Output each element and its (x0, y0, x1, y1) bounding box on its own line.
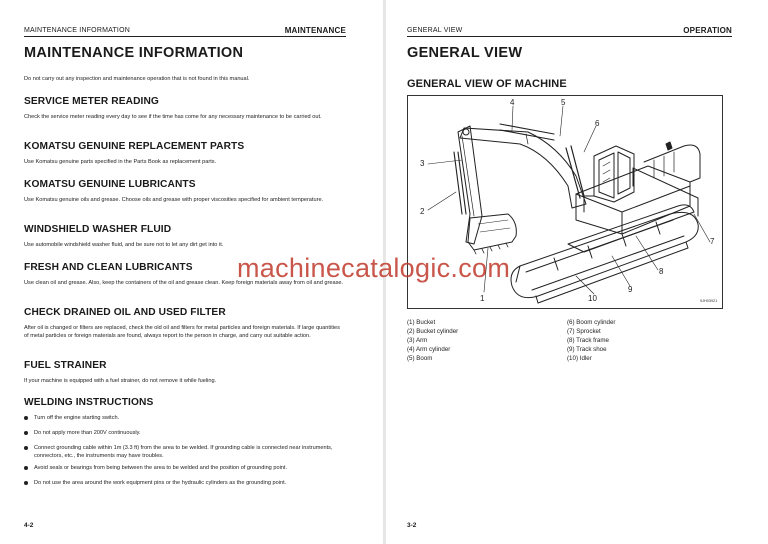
legend-right-column (567, 318, 616, 363)
intro-text: Do not carry out any inspection and maintenance operation that is not found in this manual. (24, 76, 250, 82)
legend-item: (7) Sprocket (567, 328, 601, 335)
welding-bullet-3: Connect grounding cable within 1m (3.3 ft) from the area to be welded. If grounding cable is connected near instruments, connectors, etc., the instruments may have troubles. (24, 444, 334, 461)
legend-item: (6) Boom cylinder (567, 319, 616, 326)
bucket-cylinder (454, 152, 466, 214)
track-assembly (511, 168, 698, 303)
heading-fresh-lubricants: FRESH AND CLEAN LUBRICANTS (24, 262, 193, 273)
heading-genuine-lubricants: KOMATSU GENUINE LUBRICANTS (24, 179, 196, 190)
callout-number: 8 (659, 267, 664, 276)
text-fresh-lubricants: Use clean oil and grease. Also, keep the containers of the oil and grease clean. Keep foreign materials away from oil and grease. (24, 280, 344, 286)
legend-item: (9) Track shoe (567, 346, 607, 353)
welding-bullet-1: Turn off the engine starting switch. (24, 414, 334, 422)
heading-washer-fluid: WINDSHIELD WASHER FLUID (24, 224, 172, 235)
heading-welding: WELDING INSTRUCTIONS (24, 397, 154, 408)
callout-number: 2 (420, 207, 425, 216)
heading-genuine-parts: KOMATSU GENUINE REPLACEMENT PARTS (24, 141, 245, 152)
callout-number: 1 (480, 294, 485, 303)
heading-service-meter: SERVICE METER READING (24, 96, 159, 107)
legend-item: (5) Boom (407, 355, 433, 362)
text-washer-fluid: Use automobile windshield washer fluid, and be sure not to let any dirt get into it. (24, 242, 224, 248)
callout-number: 3 (420, 159, 425, 168)
callout-number: 4 (510, 98, 515, 107)
text-genuine-parts: Use Komatsu genuine parts specified in the Parts Book as replacement parts. (24, 159, 217, 165)
callout-number: 5 (561, 98, 566, 107)
callout-number: 7 (710, 237, 715, 246)
figure-subtitle: GENERAL VIEW OF MACHINE (407, 78, 567, 90)
welding-bullet-5: Do not use the area around the work equipment pins or the hydraulic cylinders as the grounding point. (24, 479, 334, 487)
bucket (468, 214, 516, 254)
legend-item: (8) Track frame (567, 337, 609, 344)
legend-left-column (407, 318, 458, 363)
left-header-section: MAINTENANCE INFORMATION (24, 27, 130, 34)
text-fuel-strainer: If your machine is equipped with a fuel strainer, do not remove it while fueling. (24, 378, 217, 384)
operator-cab (584, 146, 634, 212)
legend-item: (2) Bucket cylinder (407, 328, 459, 335)
figure-code: 9JH03921 (700, 299, 718, 303)
right-page-number: 3-2 (407, 522, 417, 529)
legend-item: (4) Arm cylinder (407, 346, 451, 353)
callout-number: 6 (595, 119, 600, 128)
right-header-rule (407, 36, 732, 37)
text-service-meter: Check the service meter reading every day to see if the time has come for any necessary maintenance to be carried out. (24, 114, 322, 120)
legend-item: (10) Idler (567, 355, 592, 362)
callout-number: 10 (588, 294, 597, 303)
welding-bullet-4: Avoid seals or bearings from being between the area to be welded and the position of grounding point. (24, 464, 334, 472)
left-page-title: MAINTENANCE INFORMATION (24, 45, 244, 61)
right-page-title: GENERAL VIEW (407, 45, 523, 61)
legend-item: (3) Arm (407, 337, 428, 344)
legend-item: (1) Bucket (407, 319, 436, 326)
arm (458, 126, 482, 244)
welding-bullet-2: Do not apply more than 200V continuously. (24, 429, 334, 437)
text-drained-oil: After oil is changed or filters are replaced, check the old oil and filters for metal particles and foreign materials. If large quantities of metal particles or foreign materials are found, always report to the person in charge, and carry out suitable action. (24, 325, 340, 340)
heading-fuel-strainer: FUEL STRAINER (24, 360, 107, 371)
right-header-section: GENERAL VIEW (407, 27, 463, 34)
watermark: machinecatalogic.com (237, 253, 511, 283)
left-header-chapter: MAINTENANCE (284, 26, 346, 35)
heading-drained-oil: CHECK DRAINED OIL AND USED FILTER (24, 307, 226, 318)
left-page-number: 4-2 (24, 522, 34, 529)
right-header-chapter: OPERATION (683, 26, 732, 35)
left-header-rule (24, 36, 346, 37)
callout-number: 9 (628, 285, 633, 294)
text-genuine-lubricants: Use Komatsu genuine oils and grease. Choose oils and grease with proper viscosities specified for ambient temperature. (24, 197, 324, 203)
